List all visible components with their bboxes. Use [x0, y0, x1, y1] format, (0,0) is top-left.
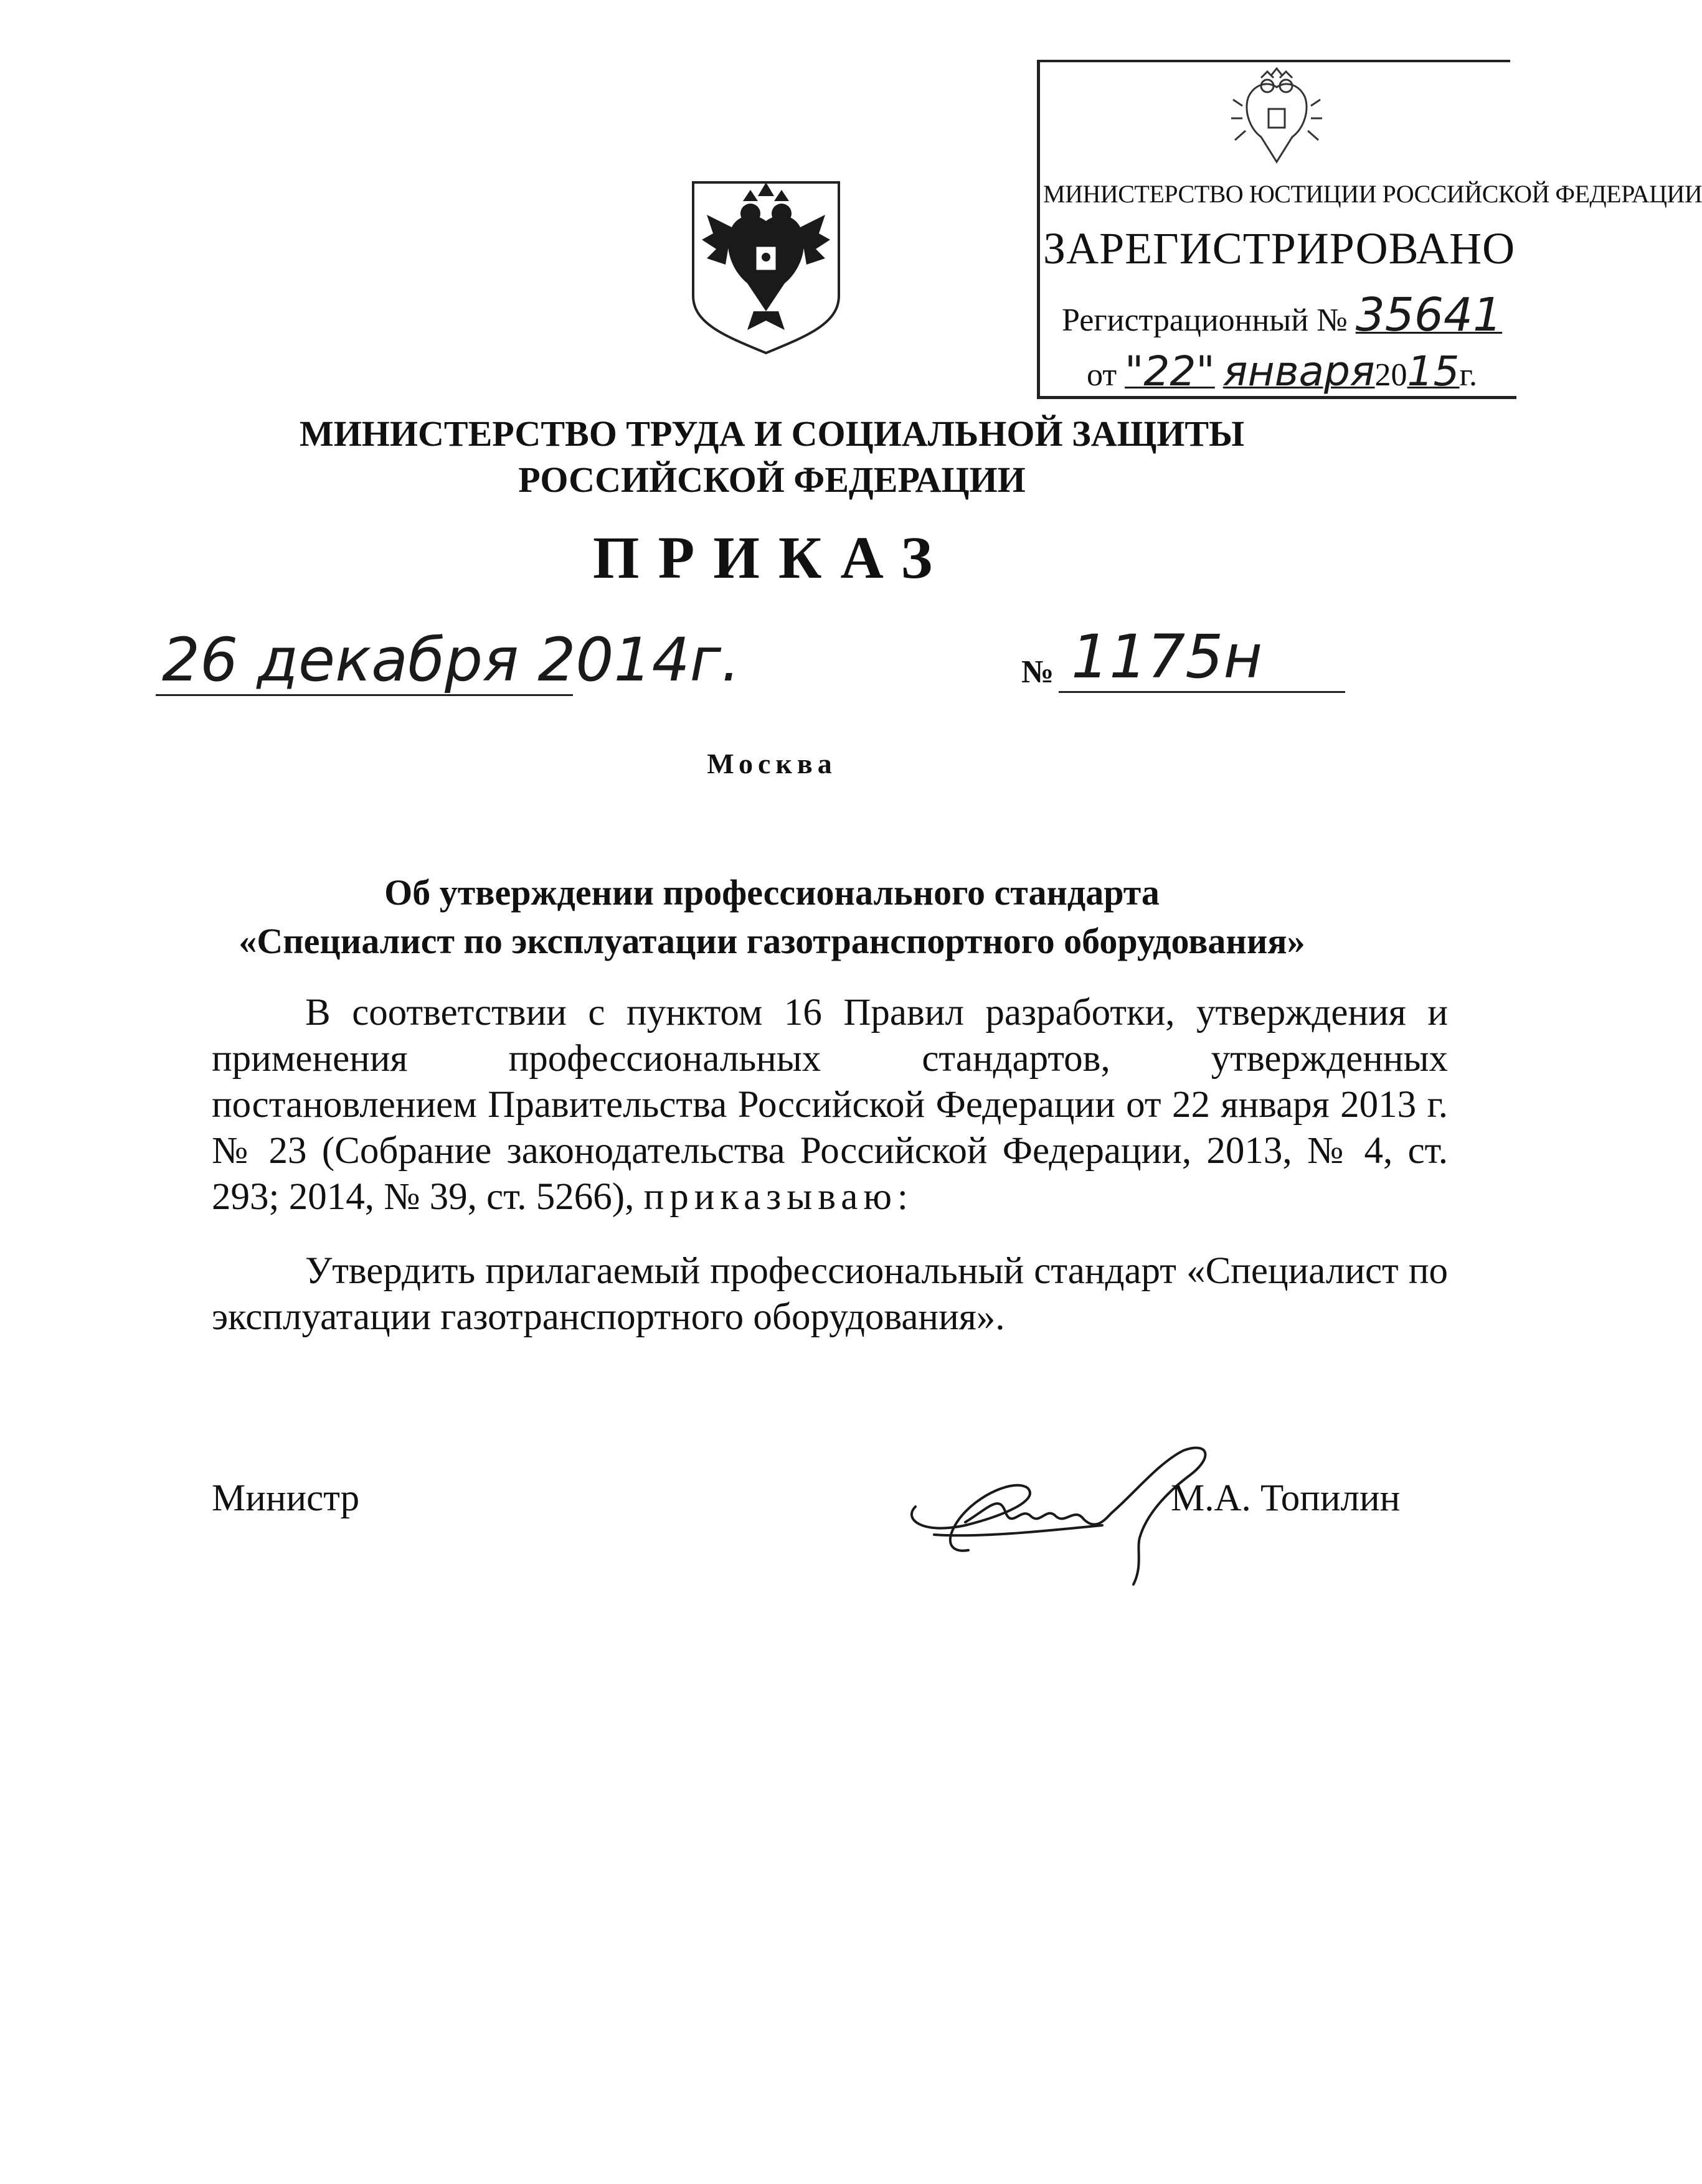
order-number-label: №	[1021, 654, 1054, 690]
body-paragraph-1	[212, 990, 1448, 1220]
registration-stamp	[1031, 55, 1702, 403]
stamp-eagle-icon	[1230, 68, 1323, 171]
stamp-date-year-prefix: 20	[1374, 357, 1407, 393]
order-number: 1175н	[1059, 623, 1345, 693]
signer-name: М.А. Топилин	[1171, 1477, 1401, 1519]
body-paragraph-2	[212, 1248, 1448, 1340]
order-date: 26 декабря 2014г.	[156, 626, 573, 696]
stamp-date-prefix: от	[1087, 357, 1117, 393]
stamp-date-day: "22"	[1125, 347, 1215, 395]
issuing-ministry	[0, 411, 1544, 503]
stamp-regno-label: Регистрационный №	[1062, 303, 1348, 338]
stamp-registration-number	[1062, 288, 1502, 342]
document-type-title: ПРИКАЗ	[592, 524, 952, 591]
paragraph-1-text: В соответствии с пунктом 16 Правил разработки, утверждения и применения профессиональных стандартов, утвержденных постановлением Правительства Российской Федерации от 22 января 2013 г. № 23 (Собрание законодательства Российской Федерации, 2013, № 4, ст. 293; 2014, № 39, ст. 5266),	[212, 992, 1448, 1218]
order-subject	[0, 868, 1544, 966]
ministry-line-1: МИНИСТЕРСТВО ТРУДА И СОЦИАЛЬНОЙ ЗАЩИТЫ	[299, 413, 1245, 454]
subject-line-2: «Специалист по эксплуатации газотранспортного оборудования»	[239, 921, 1305, 961]
stamp-date-suffix: г.	[1459, 357, 1477, 393]
subject-line-1: Об утверждении профессионального стандарта	[384, 872, 1160, 913]
stamp-border-left	[1037, 60, 1040, 399]
decree-word: приказываю:	[643, 1176, 914, 1218]
paragraph-2-text: Утвердить прилагаемый профессиональный стандарт «Специалист по эксплуатации газотранспортного оборудования».	[212, 1250, 1448, 1338]
stamp-status: ЗАРЕГИСТРИРОВАНО	[1043, 224, 1516, 273]
stamp-date-month: января	[1222, 347, 1375, 395]
signer-title: Министр	[212, 1477, 360, 1519]
stamp-regno-value: 35641	[1355, 288, 1503, 342]
stamp-date-year-suffix: 15	[1407, 347, 1460, 395]
city: Москва	[707, 748, 837, 779]
stamp-border-bottom	[1037, 396, 1516, 399]
stamp-ministry-name: МИНИСТЕРСТВО ЮСТИЦИИ РОССИЙСКОЙ ФЕДЕРАЦИИ	[1043, 180, 1702, 208]
stamp-date	[1087, 347, 1477, 395]
ministry-line-2: РОССИЙСКОЙ ФЕДЕРАЦИИ	[518, 459, 1026, 500]
coat-of-arms-icon	[688, 177, 844, 355]
stamp-border-top	[1037, 60, 1510, 62]
